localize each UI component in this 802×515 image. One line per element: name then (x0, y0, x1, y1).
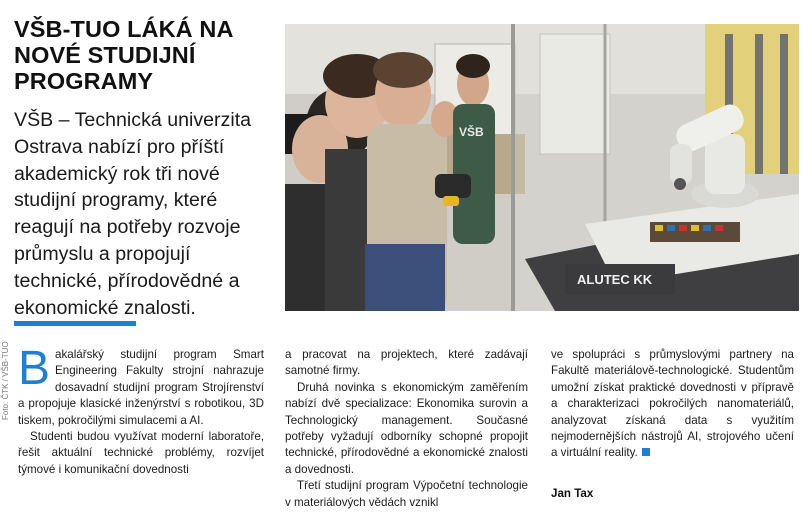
photo-label: ALUTEC KK (577, 272, 653, 287)
article-photo (285, 24, 799, 311)
lead-paragraph: VŠB – Technická univerzita Ostrava nabízí pro příští akademický rok tři nové studijní programy, které reagují na potřeby rozvoje průmyslu a propojují technické, přírodovědné a ekonomické znalosti. (14, 109, 252, 319)
col3-paragraph-1: ve spolupráci s průmyslovými partnery na Fakultě materiálově-technologické. Studentům umožní získat praktické dovednosti v přípravě a charakterizaci pokročilých nanomateriálů, analyzovat získaná data s využitím nejmodernějších nástrojů AI, strojového učení a virtuální reality. (551, 348, 794, 460)
col1-paragraph-2: Studenti budou využívat moderní laboratoře, řešit aktuální technické problémy, rozvíjet týmové i komunikační dovednosti (18, 430, 264, 476)
col1-paragraph-1: akalářský studijní program Smart Engineering Fakulty strojní nahrazuje dosavadní studijní program Strojírenství a propojuje klasické inženýrství s robotikou, 3D tiskem, pokročilými simulacemi a AI. (18, 348, 264, 427)
accent-rule (14, 321, 136, 326)
article-column-2 (285, 347, 528, 511)
headline: VŠB-TUO LÁKÁ NA NOVÉ STUDIJNÍ PROGRAMY (14, 16, 233, 94)
author-byline: Jan Tax (551, 487, 594, 500)
article-column-1 (18, 342, 264, 478)
photo-credit: Foto: ČTK / VŠB-TUO (1, 341, 10, 420)
col2-paragraph-2: Druhá novinka s ekonomickým zaměřením nabízí dvě specializace: Ekonomika surovin a Technologický management. Současné potřeby vyžadují odborníky schopné propojit technické, přírodovědné a ekonomické znalosti a dovednosti. (285, 380, 528, 476)
col2-paragraph-1: a pracovat na projektech, které zadávají samotné firmy. (285, 348, 528, 378)
article-column-3 (551, 347, 794, 462)
end-mark-icon (642, 448, 650, 456)
drop-cap: B (18, 342, 51, 395)
shirt-logo: VŠB (459, 125, 484, 139)
col2-paragraph-3: Třetí studijní program Výpočetní technologie v materiálových vědách vznikl (285, 479, 528, 509)
